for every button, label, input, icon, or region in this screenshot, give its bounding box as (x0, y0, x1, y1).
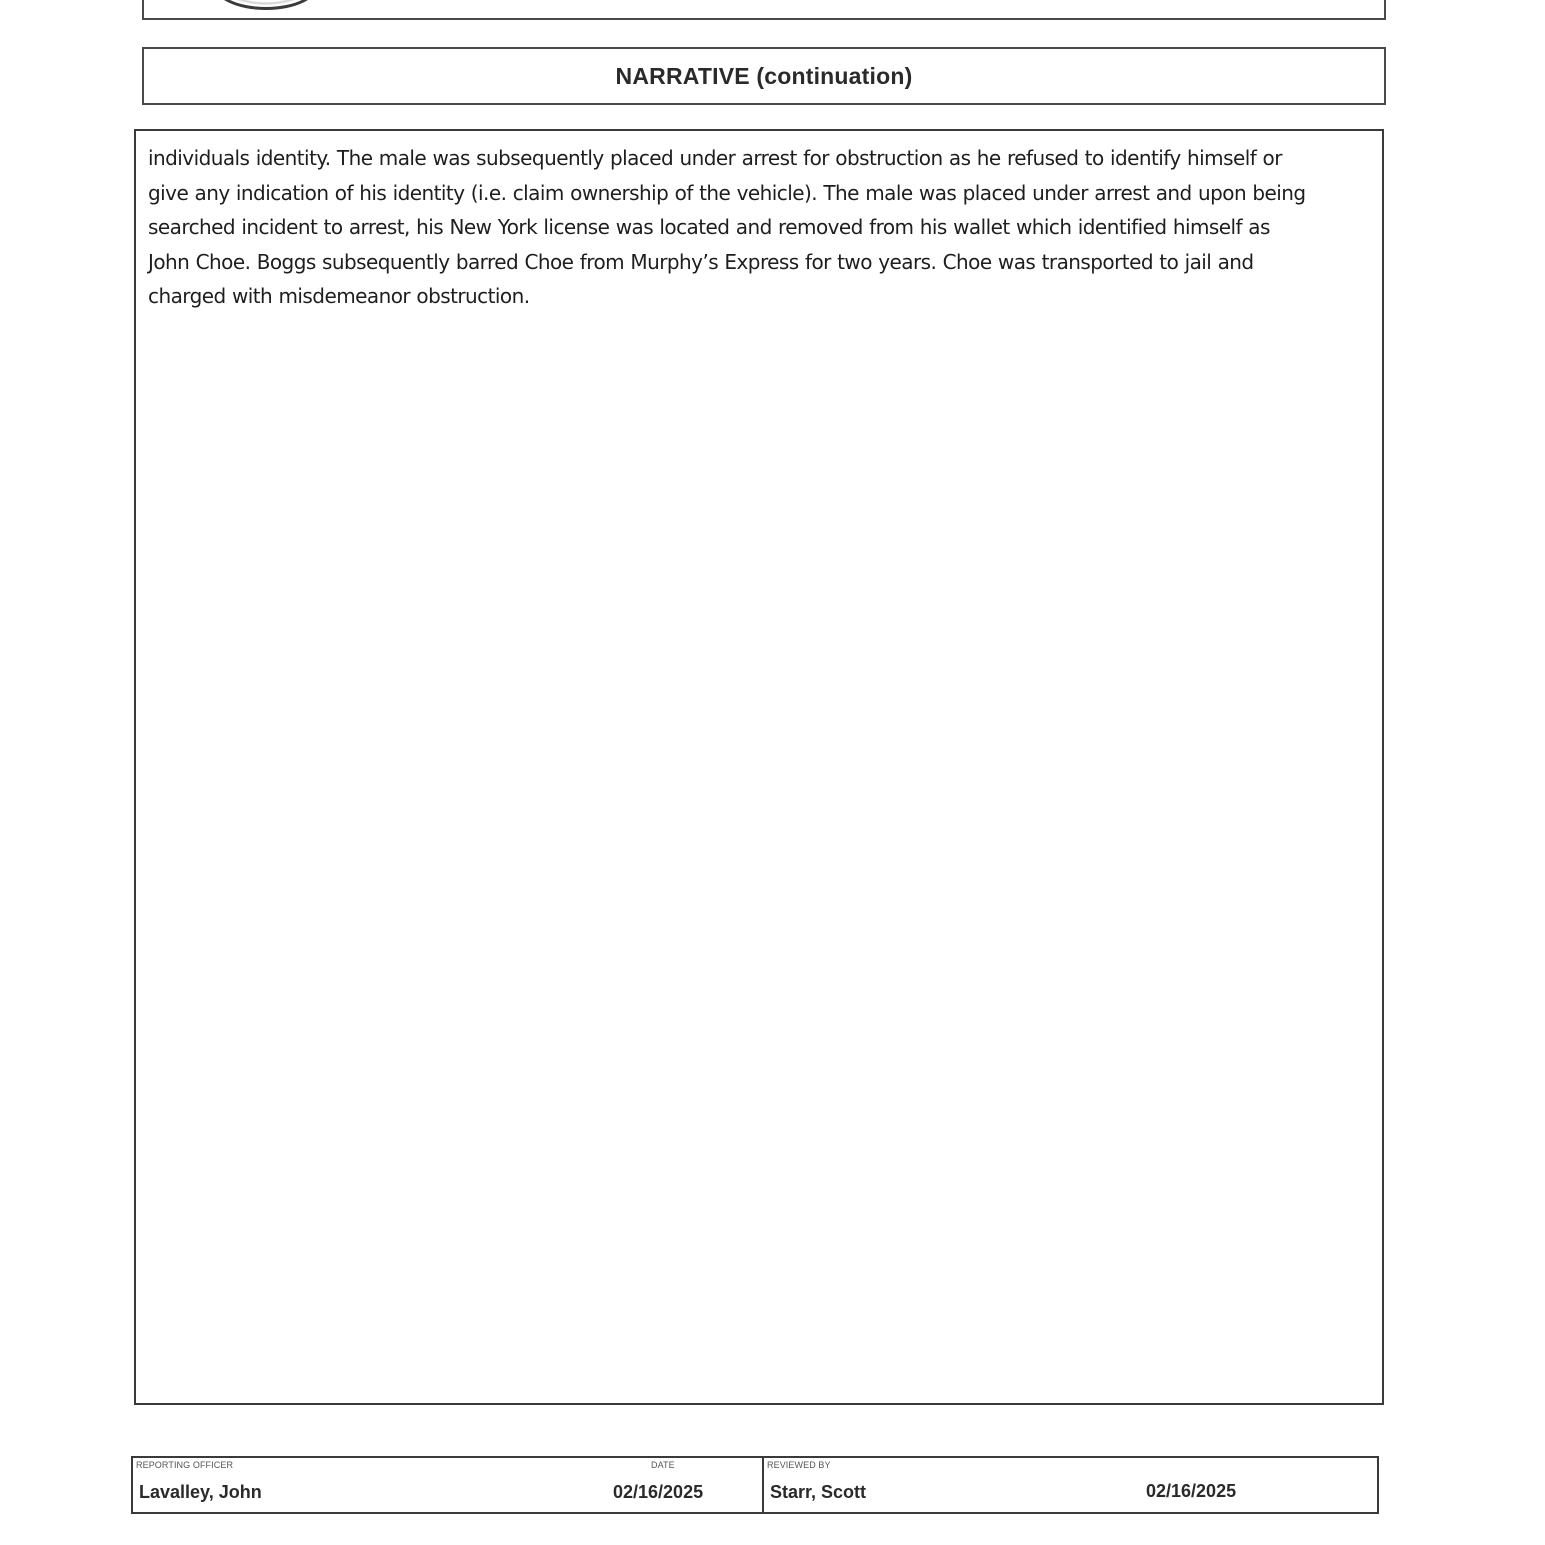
reviewed-by-label: REVIEWED BY (767, 1460, 831, 1470)
signature-row (131, 1456, 1379, 1514)
narrative-text: individuals identity. The male was subsequently placed under arrest for obstruction as he refused to identify himself or give any indication of his identity (i.e. claim ownership of the vehicle). The male was placed under arrest and upon being searched incident to arrest, his New York license was located and removed from his wallet which identified himself as John Choe. Boggs subsequently barred Choe from Murphy’s Express for two years. Choe was transported to jail and charged with misdemeanor obstruction. (148, 146, 1306, 308)
narrative-box (134, 129, 1384, 1405)
reviewed-by-name: Starr, Scott (770, 1482, 867, 1502)
header-box (142, 0, 1386, 20)
reporting-officer-name: Lavalley, John (139, 1482, 262, 1502)
report-date: 02/16/2025 (613, 1482, 704, 1502)
section-title: NARRATIVE (continuation) (615, 62, 913, 89)
date-label: DATE (651, 1460, 675, 1470)
reporting-officer-label: REPORTING OFFICER (136, 1460, 234, 1470)
narrative-section-header (142, 47, 1386, 105)
signature-divider (762, 1458, 764, 1512)
review-date: 02/16/2025 (1146, 1481, 1237, 1501)
